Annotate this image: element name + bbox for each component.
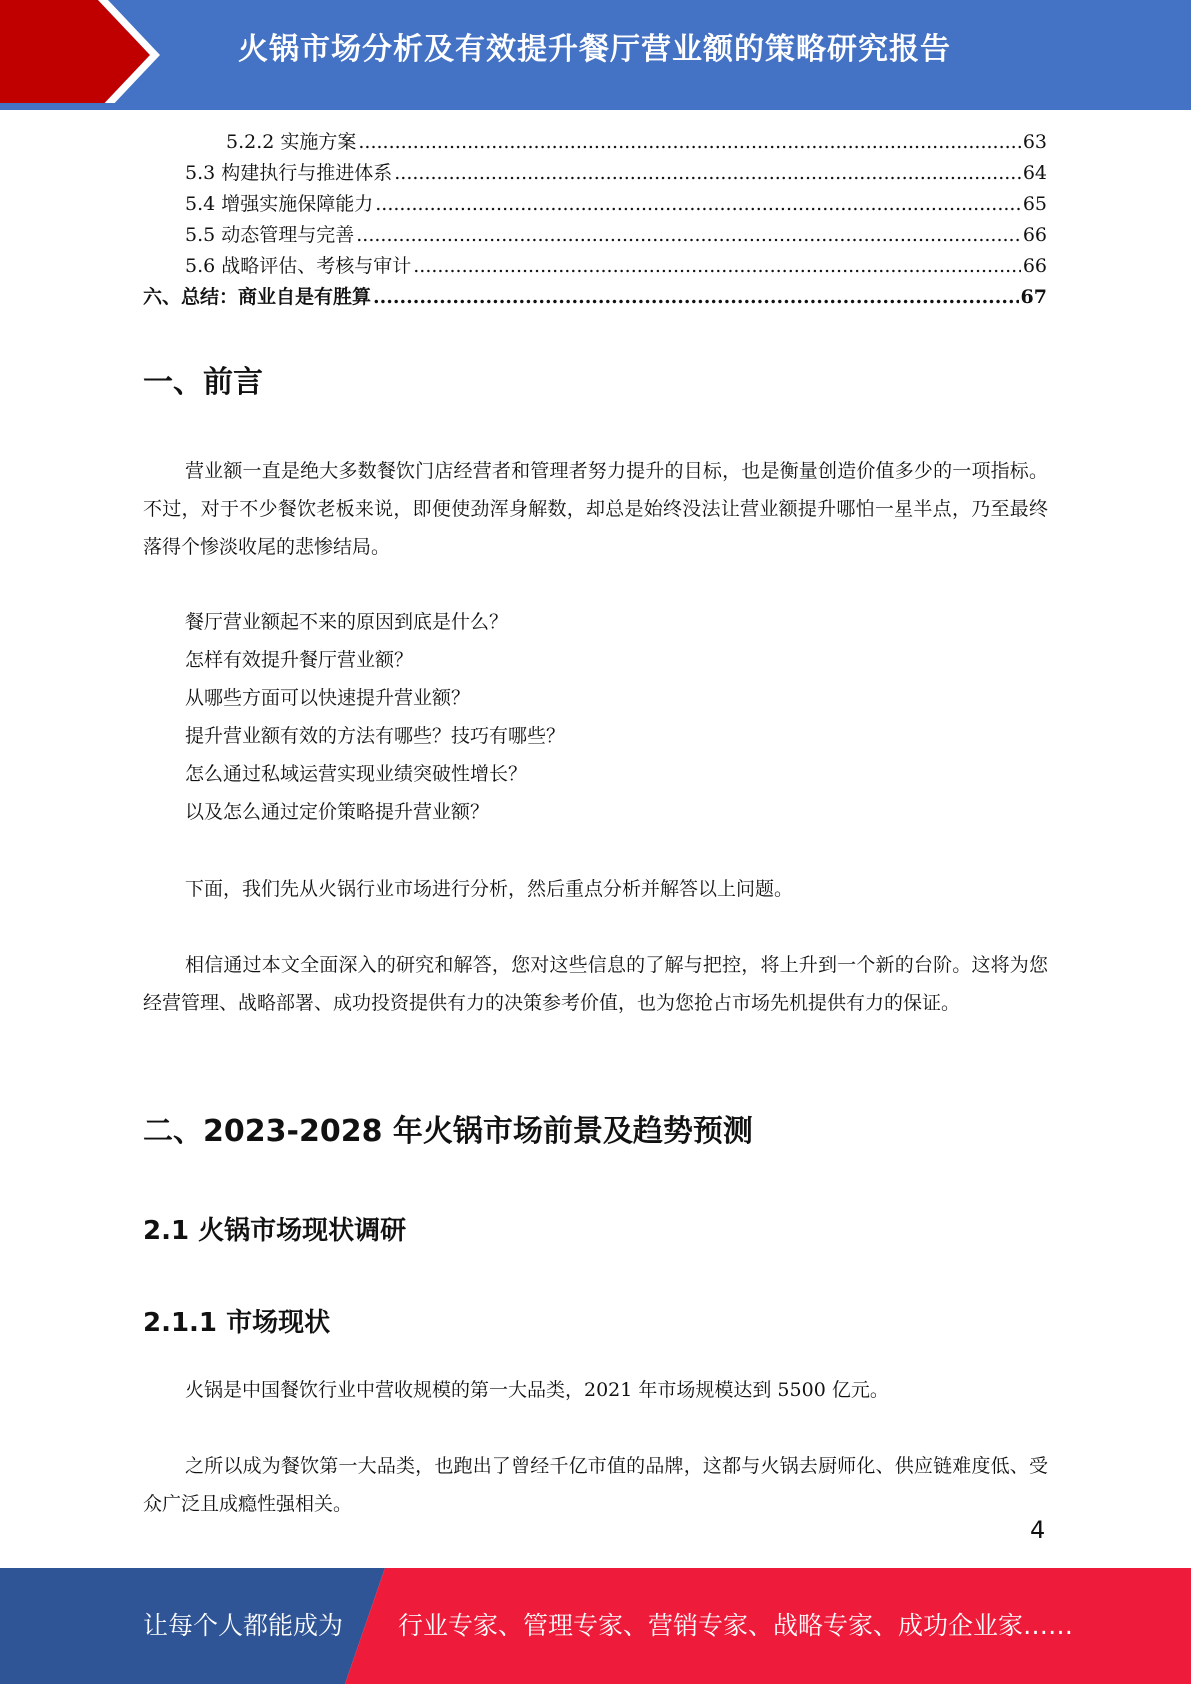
toc-entry-page: 66 <box>1022 224 1047 246</box>
question-line: 餐厅营业额起不来的原因到底是什么？ <box>185 611 509 633</box>
page-number: 4 <box>1030 1516 1046 1544</box>
page-header <box>0 0 1191 110</box>
toc-entry-page: 64 <box>1022 162 1047 184</box>
toc-leader <box>375 190 1021 218</box>
toc-leader <box>373 283 1019 311</box>
section-heading: 二、2023-2028 年火锅市场前景及趋势预测 <box>143 1114 753 1149</box>
question-line: 从哪些方面可以快速提升营业额？ <box>185 687 471 709</box>
toc-entry-page: 63 <box>1022 131 1047 153</box>
toc-leader <box>358 128 1020 156</box>
toc-entry[interactable] <box>185 190 1047 218</box>
paragraph: 营业额一直是绝大多数餐饮门店经营者和管理者努力提升的目标，也是衡量创造价值多少的一项指标。不过，对于不少餐饮老板来说，即便使劲浑身解数，却总是始终没法让营业额提升哪怕一星半点，乃至最终落得个惨淡收尾的悲惨结局。 <box>143 460 1048 558</box>
toc-entry-label: 六、总结：商业自是有胜算 <box>143 286 372 308</box>
paragraph: 火锅是中国餐饮行业中营收规模的第一大品类，2021 年市场规模达到 5500 亿元。 <box>185 1379 889 1401</box>
subsection-heading: 2.1.1 市场现状 <box>143 1308 331 1338</box>
paragraph: 相信通过本文全面深入的研究和解答，您对这些信息的了解与把控，将上升到一个新的台阶。这将为您经营管理、战略部署、成功投资提供有力的决策参考价值，也为您抢占市场先机提供有力的保证。 <box>143 954 1048 1014</box>
subsection-heading: 2.1 火锅市场现状调研 <box>143 1216 407 1246</box>
toc-leader <box>394 159 1021 187</box>
toc-entry-label: 5.2.2 实施方案 <box>226 131 357 153</box>
toc-entry-label: 5.5 动态管理与完善 <box>185 224 355 246</box>
page-footer <box>0 1568 1191 1684</box>
toc-entry[interactable] <box>185 221 1047 249</box>
toc-entry-label: 5.4 增强实施保障能力 <box>185 193 374 215</box>
toc-entry-page: 65 <box>1022 193 1047 215</box>
header-title: 火锅市场分析及有效提升餐厅营业额的策略研究报告 <box>238 32 951 67</box>
paragraph: 下面，我们先从火锅行业市场进行分析，然后重点分析并解答以上问题。 <box>185 878 794 900</box>
toc-entry-label: 5.3 构建执行与推进体系 <box>185 162 393 184</box>
toc-entry-page: 67 <box>1020 286 1047 308</box>
toc-entry[interactable] <box>185 252 1047 280</box>
paragraph: 之所以成为餐饮第一大品类，也跑出了曾经千亿市值的品牌，这都与火锅去厨师化、供应链难度低、受众广泛且成瘾性强相关。 <box>143 1455 1048 1515</box>
toc-leader <box>356 221 1021 249</box>
toc-entry-label: 5.6 战略评估、考核与审计 <box>185 255 412 277</box>
question-line: 怎样有效提升餐厅营业额？ <box>185 649 414 671</box>
question-line: 怎么通过私域运营实现业绩突破性增长？ <box>185 763 528 785</box>
toc-leader <box>413 252 1021 280</box>
toc-entry-page: 66 <box>1022 255 1047 277</box>
footer-slogan-right: 行业专家、管理专家、营销专家、战略专家、成功企业家…… <box>398 1611 1074 1640</box>
section-heading: 一、前言 <box>143 365 263 400</box>
toc-entry[interactable] <box>226 128 1047 156</box>
toc-entry[interactable] <box>185 159 1047 187</box>
question-line: 提升营业额有效的方法有哪些？技巧有哪些？ <box>185 725 566 747</box>
question-line: 以及怎么通过定价策略提升营业额？ <box>185 801 490 823</box>
toc-entry[interactable] <box>143 283 1047 311</box>
footer-slogan-left: 让每个人都能成为 <box>143 1611 344 1640</box>
